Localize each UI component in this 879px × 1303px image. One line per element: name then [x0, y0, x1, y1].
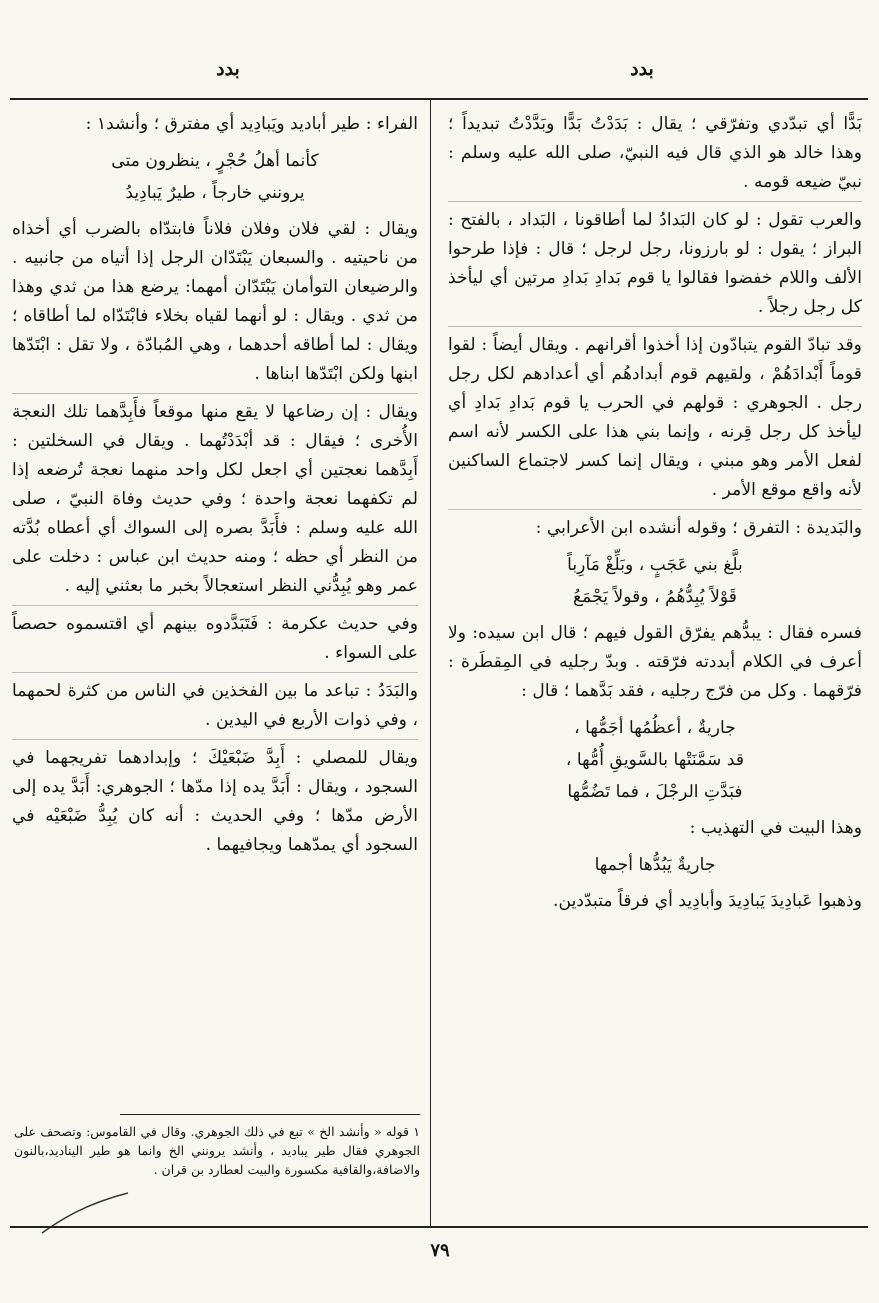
verse-line: بلَّغ بني عَجَبٍ ، وبَلِّغْ مَآرِباً	[567, 555, 743, 575]
paragraph: ويقال : لقي فلان وفلان فلاناً فابتدّاه بالضرب أي أخذاه من ناحيتيه . والسبعان يَبْتَدّان الرجل إذا أتياه من جانبيه . والرضيعان التوأمان يَبْتَدّان أمهما: يرضع هذا من ثدي وهذا من ثدي . ويقال : لو أنهما لقياه بخلاء فابْتَدّاه لما أطاقاه ؛ ويقال : لما أطاقه أحدهما ، وهي المُبادّة ، ولا تقل : ابْتَدّها ابنها ولكن ابْتَدّها ابناها .	[12, 219, 418, 384]
paragraph: بَدًّا أي تبدّدي وتفرّقي ؛ يقال : بَدَدْتُ بَدًّا وبَدَّدْتُ تبديداً ؛ وهذا خالد هو الذي قال فيه النبيّ، صلى الله عليه وسلم : نبيّ ضيعه قومه .	[448, 114, 862, 192]
paragraph: الفراء : طير أباديد ويَبادِيد أي مفترق ؛ وأنشد١ :	[85, 114, 418, 134]
top-rule	[10, 98, 868, 100]
footnote-text: ١ قوله « وأنشد الخ » تبع في ذلك الجوهري. وقال في القاموس: وتصحف على الجوهري فقال طير يباديد ، وأنشد يرونني الخ وانما هو طير اليناديد،بالنون والاضافة،والقافية مكسورة والبيت لعطارد بن قران .	[14, 1124, 420, 1177]
page-number: ٧٩	[430, 1240, 450, 1261]
paragraph: وذهبوا عَبادِيدَ يَبادِيدَ وأبادِيد أي فرقاً متبدّدين.	[553, 891, 862, 911]
right-column	[448, 110, 862, 916]
verse-line: يرونني خارجاً ، طيرٌ يَبادِيدُ	[125, 183, 305, 203]
running-head-left: بدد	[216, 58, 240, 80]
paragraph: ويقال : إن رضاعها لا يقع منها موقعاً فأَبِدَّهما تلك النعجة الأُخرى ؛ فيقال : قد أبْدَدْتُهما . ويقال في السخلتين : أَبِدَّهما نعجتين أي اجعل لكل واحد منهما نعجة تُرضعه إذا لم تكفهما نعجة واحدة ؛ وفي حديث وفاة النبيّ ، صلى الله عليه وسلم : فأَبَدَّ بصره إلى السواك أي أعطاه بُدَّته من النظر أي حظه ؛ ومنه حديث ابن عباس : دخلت على عمر وهو يُبِدُّني النظر استعجالاً بخبر ما بعثني إليه .	[12, 393, 418, 601]
verse-line: كأنما أهلُ حُجْرٍ ، ينظرون متى	[111, 151, 319, 171]
paragraph: ويقال للمصلي : أَبِدَّ ضَبْعَيْكَ ؛ وإبدادهما تفريجهما في السجود ، ويقال : أَبَدَّ يده إذا مدّها ؛ الجوهري: أَبَدَّ يده إلى الأرض مدّها ؛ وفي الحديث : أنه كان يُبِدُّ ضَبْعَيْه في السجود أي يمدّهما ويجافيهما .	[12, 739, 418, 860]
paragraph: والبَديدة : التفرق ؛ وقوله أنشده ابن الأعرابي :	[448, 509, 862, 543]
paragraph: وفي حديث عكرمة : فَتَبَدَّدوه بينهم أي اقتسموه حصصاً على السواء .	[12, 605, 418, 668]
verse-line: قد سَمَّنَتْها بالسَّويقِ أُمُّها ،	[565, 750, 745, 770]
verse-block	[12, 145, 418, 209]
paragraph: وقد تبادّ القوم يتبادّون إذا أخذوا أقرانهم . ويقال أيضاً : لقوا قوماً أَبْدادَهُمْ ، ولقيهم قوم أبدادهُم أي أعدادهم لكل رجل رجل . الجوهري : قولهم في الحرب يا قوم بَدادِ بَدادِ أي ليأخذ كل رجل قِرنه ، وإنما بني هذا على الكسر لأنه اسم لفعل الأمر وهو مبني ، ويقال إنما كسر لاجتماع الساكنين لأنه واقع موقع الأمر .	[448, 326, 862, 505]
paragraph: وهذا البيت في التهذيب :	[689, 818, 862, 838]
verse-block	[448, 849, 862, 881]
column-separator	[430, 99, 431, 1227]
verse-line: فبَدَّتِ الرجْلَ ، فما تَضُمُّها	[567, 782, 743, 802]
left-column	[12, 110, 418, 860]
paragraph: فسره فقال : يبدُّهم يفرّق القول فيهم ؛ قال ابن سيده: ولا أعرف في الكلام أبددته فرّقته . وبدّ رجليه في المِقطَرة : فرّقهما . وكل من فرّج رجليه ، فقد بَدَّهما ؛ قال :	[448, 623, 862, 701]
verse-line: قَوْلاً يُبِدُّهُمُ ، وقولاً يَجْمَعُ	[573, 587, 737, 607]
footnote	[14, 1122, 420, 1179]
bottom-rule	[10, 1226, 868, 1228]
paragraph: والبَدَدُ : تباعد ما بين الفخذين في الناس من كثرة لحمهما ، وفي ذوات الأربع في اليدين .	[12, 672, 418, 735]
verse-block	[448, 549, 862, 613]
footnote-separator	[120, 1114, 420, 1115]
pen-stroke-mark	[40, 1190, 130, 1235]
verse-line: جاريةٌ ، أعظُمُها أجَمُّها ،	[574, 718, 736, 738]
running-head-right: بدد	[630, 58, 654, 80]
verse-line: جاريةٌ يَبُدُّها أجمها	[594, 855, 716, 875]
paragraph: والعرب تقول : لو كان البَدادُ لما أطاقونا ، البَداد ، بالفتح : البراز ؛ يقول : لو بارزونا، رجل لرجل ؛ قال : فإذا طرحوا الألف واللام خفضوا فقالوا يا قوم بَدادِ بَدادِ مرتين أي ليأخذ كل رجل رجلاً .	[448, 201, 862, 322]
verse-block	[448, 712, 862, 808]
